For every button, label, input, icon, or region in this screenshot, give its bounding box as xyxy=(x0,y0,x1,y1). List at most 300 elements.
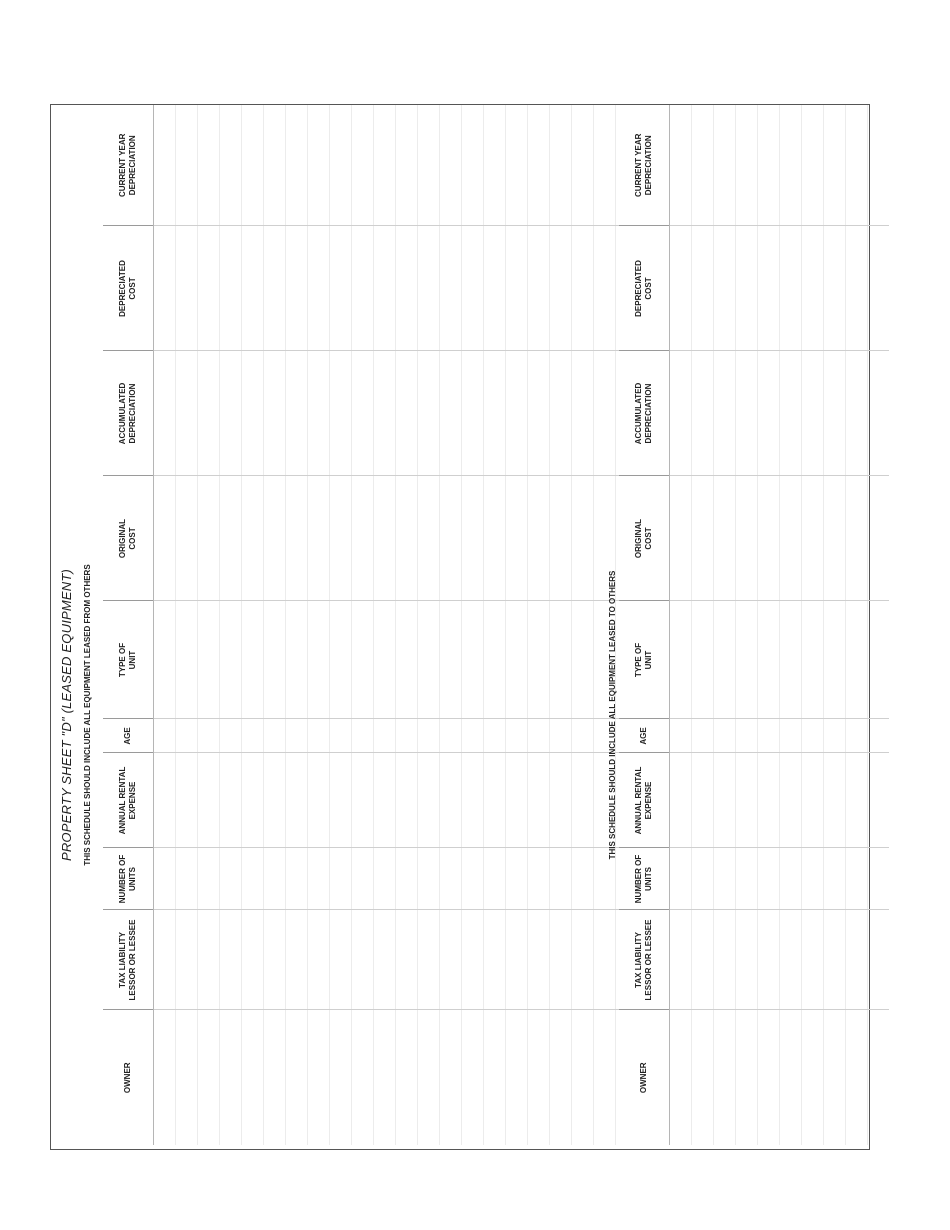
blank-entry-cell[interactable] xyxy=(462,719,484,753)
blank-entry-cell[interactable] xyxy=(418,105,440,226)
blank-entry-cell[interactable] xyxy=(374,719,396,753)
blank-entry-cell[interactable] xyxy=(308,601,330,719)
blank-entry-cell[interactable] xyxy=(594,105,616,226)
blank-entry-cell[interactable] xyxy=(154,719,176,753)
blank-entry-cell[interactable] xyxy=(758,753,780,848)
blank-entry-cell[interactable] xyxy=(670,601,692,719)
blank-entry-cell[interactable] xyxy=(868,848,890,910)
blank-entry-cell[interactable] xyxy=(572,226,594,351)
blank-entry-cell[interactable] xyxy=(572,719,594,753)
blank-entry-cell[interactable] xyxy=(506,601,528,719)
blank-entry-cell[interactable] xyxy=(462,226,484,351)
blank-entry-cell[interactable] xyxy=(758,476,780,601)
blank-entry-cell[interactable] xyxy=(802,351,824,476)
blank-entry-cell[interactable] xyxy=(462,753,484,848)
blank-entry-cell[interactable] xyxy=(758,351,780,476)
blank-entry-cell[interactable] xyxy=(198,226,220,351)
blank-entry-cell[interactable] xyxy=(550,476,572,601)
blank-entry-cell[interactable] xyxy=(802,476,824,601)
blank-entry-cell[interactable] xyxy=(692,753,714,848)
blank-entry-cell[interactable] xyxy=(868,226,890,351)
blank-entry-cell[interactable] xyxy=(572,351,594,476)
blank-entry-cell[interactable] xyxy=(868,753,890,848)
blank-entry-cell[interactable] xyxy=(440,753,462,848)
blank-entry-cell[interactable] xyxy=(528,910,550,1010)
blank-entry-cell[interactable] xyxy=(484,1010,506,1145)
blank-entry-cell[interactable] xyxy=(736,226,758,351)
blank-entry-cell[interactable] xyxy=(846,601,868,719)
blank-entry-cell[interactable] xyxy=(418,601,440,719)
blank-entry-cell[interactable] xyxy=(550,753,572,848)
blank-entry-cell[interactable] xyxy=(396,719,418,753)
blank-entry-cell[interactable] xyxy=(736,719,758,753)
blank-entry-cell[interactable] xyxy=(176,601,198,719)
blank-entry-cell[interactable] xyxy=(308,476,330,601)
blank-entry-cell[interactable] xyxy=(506,910,528,1010)
blank-entry-cell[interactable] xyxy=(550,910,572,1010)
blank-entry-cell[interactable] xyxy=(824,1010,846,1145)
blank-entry-cell[interactable] xyxy=(484,848,506,910)
blank-entry-cell[interactable] xyxy=(330,476,352,601)
blank-entry-cell[interactable] xyxy=(286,719,308,753)
blank-entry-cell[interactable] xyxy=(352,910,374,1010)
blank-entry-cell[interactable] xyxy=(220,105,242,226)
blank-entry-cell[interactable] xyxy=(528,476,550,601)
blank-entry-cell[interactable] xyxy=(736,910,758,1010)
blank-entry-cell[interactable] xyxy=(220,753,242,848)
blank-entry-cell[interactable] xyxy=(352,601,374,719)
blank-entry-cell[interactable] xyxy=(286,848,308,910)
blank-entry-cell[interactable] xyxy=(242,601,264,719)
blank-entry-cell[interactable] xyxy=(824,105,846,226)
blank-entry-cell[interactable] xyxy=(220,476,242,601)
blank-entry-cell[interactable] xyxy=(780,601,802,719)
blank-entry-cell[interactable] xyxy=(154,476,176,601)
blank-entry-cell[interactable] xyxy=(484,226,506,351)
blank-entry-cell[interactable] xyxy=(242,105,264,226)
blank-entry-cell[interactable] xyxy=(396,753,418,848)
blank-entry-cell[interactable] xyxy=(484,476,506,601)
blank-entry-cell[interactable] xyxy=(670,1010,692,1145)
blank-entry-cell[interactable] xyxy=(440,910,462,1010)
blank-entry-cell[interactable] xyxy=(484,105,506,226)
blank-entry-cell[interactable] xyxy=(692,601,714,719)
blank-entry-cell[interactable] xyxy=(242,351,264,476)
blank-entry-cell[interactable] xyxy=(352,351,374,476)
blank-entry-cell[interactable] xyxy=(154,226,176,351)
blank-entry-cell[interactable] xyxy=(374,910,396,1010)
blank-entry-cell[interactable] xyxy=(242,719,264,753)
blank-entry-cell[interactable] xyxy=(330,226,352,351)
blank-entry-cell[interactable] xyxy=(528,848,550,910)
blank-entry-cell[interactable] xyxy=(286,351,308,476)
blank-entry-cell[interactable] xyxy=(462,476,484,601)
blank-entry-cell[interactable] xyxy=(846,226,868,351)
blank-entry-cell[interactable] xyxy=(528,719,550,753)
blank-entry-cell[interactable] xyxy=(154,753,176,848)
blank-entry-cell[interactable] xyxy=(264,848,286,910)
blank-entry-cell[interactable] xyxy=(670,476,692,601)
blank-entry-cell[interactable] xyxy=(396,105,418,226)
blank-entry-cell[interactable] xyxy=(220,351,242,476)
blank-entry-cell[interactable] xyxy=(484,910,506,1010)
blank-entry-cell[interactable] xyxy=(418,351,440,476)
blank-entry-cell[interactable] xyxy=(572,848,594,910)
blank-entry-cell[interactable] xyxy=(802,601,824,719)
blank-entry-cell[interactable] xyxy=(198,351,220,476)
blank-entry-cell[interactable] xyxy=(176,910,198,1010)
blank-entry-cell[interactable] xyxy=(418,910,440,1010)
blank-entry-cell[interactable] xyxy=(714,351,736,476)
blank-entry-cell[interactable] xyxy=(440,351,462,476)
blank-entry-cell[interactable] xyxy=(330,351,352,476)
blank-entry-cell[interactable] xyxy=(868,719,890,753)
blank-entry-cell[interactable] xyxy=(396,351,418,476)
blank-entry-cell[interactable] xyxy=(374,848,396,910)
blank-entry-cell[interactable] xyxy=(286,476,308,601)
blank-entry-cell[interactable] xyxy=(462,601,484,719)
blank-entry-cell[interactable] xyxy=(692,226,714,351)
blank-entry-cell[interactable] xyxy=(308,848,330,910)
blank-entry-cell[interactable] xyxy=(330,601,352,719)
blank-entry-cell[interactable] xyxy=(824,226,846,351)
blank-entry-cell[interactable] xyxy=(692,1010,714,1145)
blank-entry-cell[interactable] xyxy=(670,105,692,226)
blank-entry-cell[interactable] xyxy=(418,1010,440,1145)
blank-entry-cell[interactable] xyxy=(242,1010,264,1145)
blank-entry-cell[interactable] xyxy=(418,753,440,848)
blank-entry-cell[interactable] xyxy=(286,910,308,1010)
blank-entry-cell[interactable] xyxy=(308,719,330,753)
blank-entry-cell[interactable] xyxy=(824,753,846,848)
blank-entry-cell[interactable] xyxy=(550,105,572,226)
blank-entry-cell[interactable] xyxy=(154,910,176,1010)
blank-entry-cell[interactable] xyxy=(692,351,714,476)
blank-entry-cell[interactable] xyxy=(868,601,890,719)
blank-entry-cell[interactable] xyxy=(780,226,802,351)
blank-entry-cell[interactable] xyxy=(220,226,242,351)
blank-entry-cell[interactable] xyxy=(330,753,352,848)
blank-entry-cell[interactable] xyxy=(176,226,198,351)
blank-entry-cell[interactable] xyxy=(330,910,352,1010)
blank-entry-cell[interactable] xyxy=(374,1010,396,1145)
blank-entry-cell[interactable] xyxy=(396,910,418,1010)
blank-entry-cell[interactable] xyxy=(780,719,802,753)
blank-entry-cell[interactable] xyxy=(506,1010,528,1145)
blank-entry-cell[interactable] xyxy=(550,848,572,910)
blank-entry-cell[interactable] xyxy=(780,105,802,226)
blank-entry-cell[interactable] xyxy=(308,910,330,1010)
blank-entry-cell[interactable] xyxy=(868,105,890,226)
blank-entry-cell[interactable] xyxy=(374,105,396,226)
blank-entry-cell[interactable] xyxy=(198,105,220,226)
blank-entry-cell[interactable] xyxy=(396,1010,418,1145)
blank-entry-cell[interactable] xyxy=(528,601,550,719)
blank-entry-cell[interactable] xyxy=(396,848,418,910)
blank-entry-cell[interactable] xyxy=(352,1010,374,1145)
blank-entry-cell[interactable] xyxy=(528,226,550,351)
blank-entry-cell[interactable] xyxy=(736,351,758,476)
blank-entry-cell[interactable] xyxy=(736,105,758,226)
blank-entry-cell[interactable] xyxy=(264,753,286,848)
blank-entry-cell[interactable] xyxy=(198,753,220,848)
blank-entry-cell[interactable] xyxy=(824,601,846,719)
blank-entry-cell[interactable] xyxy=(714,105,736,226)
blank-entry-cell[interactable] xyxy=(824,476,846,601)
blank-entry-cell[interactable] xyxy=(396,476,418,601)
blank-entry-cell[interactable] xyxy=(780,476,802,601)
blank-entry-cell[interactable] xyxy=(780,351,802,476)
blank-entry-cell[interactable] xyxy=(418,719,440,753)
blank-entry-cell[interactable] xyxy=(692,910,714,1010)
blank-entry-cell[interactable] xyxy=(528,105,550,226)
blank-entry-cell[interactable] xyxy=(714,601,736,719)
blank-entry-cell[interactable] xyxy=(374,753,396,848)
blank-entry-cell[interactable] xyxy=(802,753,824,848)
blank-entry-cell[interactable] xyxy=(846,351,868,476)
blank-entry-cell[interactable] xyxy=(286,105,308,226)
blank-entry-cell[interactable] xyxy=(550,351,572,476)
blank-entry-cell[interactable] xyxy=(264,351,286,476)
blank-entry-cell[interactable] xyxy=(692,719,714,753)
blank-entry-cell[interactable] xyxy=(714,910,736,1010)
blank-entry-cell[interactable] xyxy=(528,351,550,476)
blank-entry-cell[interactable] xyxy=(802,910,824,1010)
blank-entry-cell[interactable] xyxy=(550,1010,572,1145)
blank-entry-cell[interactable] xyxy=(330,105,352,226)
blank-entry-cell[interactable] xyxy=(572,476,594,601)
blank-entry-cell[interactable] xyxy=(670,910,692,1010)
blank-entry-cell[interactable] xyxy=(846,105,868,226)
blank-entry-cell[interactable] xyxy=(352,719,374,753)
blank-entry-cell[interactable] xyxy=(264,910,286,1010)
blank-entry-cell[interactable] xyxy=(802,719,824,753)
blank-entry-cell[interactable] xyxy=(758,105,780,226)
blank-entry-cell[interactable] xyxy=(440,105,462,226)
blank-entry-cell[interactable] xyxy=(506,351,528,476)
blank-entry-cell[interactable] xyxy=(330,719,352,753)
blank-entry-cell[interactable] xyxy=(736,601,758,719)
blank-entry-cell[interactable] xyxy=(714,753,736,848)
blank-entry-cell[interactable] xyxy=(176,719,198,753)
blank-entry-cell[interactable] xyxy=(242,476,264,601)
blank-entry-cell[interactable] xyxy=(198,1010,220,1145)
blank-entry-cell[interactable] xyxy=(242,910,264,1010)
blank-entry-cell[interactable] xyxy=(264,476,286,601)
blank-entry-cell[interactable] xyxy=(264,226,286,351)
blank-entry-cell[interactable] xyxy=(462,1010,484,1145)
blank-entry-cell[interactable] xyxy=(780,1010,802,1145)
blank-entry-cell[interactable] xyxy=(670,351,692,476)
blank-entry-cell[interactable] xyxy=(670,226,692,351)
blank-entry-cell[interactable] xyxy=(440,226,462,351)
blank-entry-cell[interactable] xyxy=(396,601,418,719)
blank-entry-cell[interactable] xyxy=(692,105,714,226)
blank-entry-cell[interactable] xyxy=(550,719,572,753)
blank-entry-cell[interactable] xyxy=(286,753,308,848)
blank-entry-cell[interactable] xyxy=(286,226,308,351)
blank-entry-cell[interactable] xyxy=(528,1010,550,1145)
blank-entry-cell[interactable] xyxy=(714,226,736,351)
blank-entry-cell[interactable] xyxy=(780,753,802,848)
blank-entry-cell[interactable] xyxy=(692,848,714,910)
blank-entry-cell[interactable] xyxy=(176,351,198,476)
blank-entry-cell[interactable] xyxy=(352,105,374,226)
blank-entry-cell[interactable] xyxy=(330,1010,352,1145)
blank-entry-cell[interactable] xyxy=(506,226,528,351)
blank-entry-cell[interactable] xyxy=(484,351,506,476)
blank-entry-cell[interactable] xyxy=(220,601,242,719)
blank-entry-cell[interactable] xyxy=(418,226,440,351)
blank-entry-cell[interactable] xyxy=(846,848,868,910)
blank-entry-cell[interactable] xyxy=(736,848,758,910)
blank-entry-cell[interactable] xyxy=(330,848,352,910)
blank-entry-cell[interactable] xyxy=(758,1010,780,1145)
blank-entry-cell[interactable] xyxy=(670,719,692,753)
blank-entry-cell[interactable] xyxy=(506,105,528,226)
blank-entry-cell[interactable] xyxy=(506,848,528,910)
blank-entry-cell[interactable] xyxy=(780,848,802,910)
blank-entry-cell[interactable] xyxy=(286,1010,308,1145)
blank-entry-cell[interactable] xyxy=(176,1010,198,1145)
blank-entry-cell[interactable] xyxy=(736,476,758,601)
blank-entry-cell[interactable] xyxy=(528,753,550,848)
blank-entry-cell[interactable] xyxy=(264,601,286,719)
blank-entry-cell[interactable] xyxy=(484,719,506,753)
blank-entry-cell[interactable] xyxy=(440,848,462,910)
blank-entry-cell[interactable] xyxy=(154,351,176,476)
blank-entry-cell[interactable] xyxy=(736,1010,758,1145)
blank-entry-cell[interactable] xyxy=(714,476,736,601)
blank-entry-cell[interactable] xyxy=(374,476,396,601)
blank-entry-cell[interactable] xyxy=(714,1010,736,1145)
blank-entry-cell[interactable] xyxy=(154,601,176,719)
blank-entry-cell[interactable] xyxy=(506,753,528,848)
blank-entry-cell[interactable] xyxy=(352,226,374,351)
blank-entry-cell[interactable] xyxy=(802,226,824,351)
blank-entry-cell[interactable] xyxy=(440,601,462,719)
blank-entry-cell[interactable] xyxy=(758,910,780,1010)
blank-entry-cell[interactable] xyxy=(550,226,572,351)
blank-entry-cell[interactable] xyxy=(670,753,692,848)
blank-entry-cell[interactable] xyxy=(418,476,440,601)
blank-entry-cell[interactable] xyxy=(176,476,198,601)
blank-entry-cell[interactable] xyxy=(758,226,780,351)
blank-entry-cell[interactable] xyxy=(802,848,824,910)
blank-entry-cell[interactable] xyxy=(154,848,176,910)
blank-entry-cell[interactable] xyxy=(550,601,572,719)
blank-entry-cell[interactable] xyxy=(440,476,462,601)
blank-entry-cell[interactable] xyxy=(714,719,736,753)
blank-entry-cell[interactable] xyxy=(462,848,484,910)
blank-entry-cell[interactable] xyxy=(572,910,594,1010)
blank-entry-cell[interactable] xyxy=(418,848,440,910)
blank-entry-cell[interactable] xyxy=(220,1010,242,1145)
blank-entry-cell[interactable] xyxy=(572,1010,594,1145)
blank-entry-cell[interactable] xyxy=(308,105,330,226)
blank-entry-cell[interactable] xyxy=(242,226,264,351)
blank-entry-cell[interactable] xyxy=(352,753,374,848)
blank-entry-cell[interactable] xyxy=(352,476,374,601)
blank-entry-cell[interactable] xyxy=(572,753,594,848)
blank-entry-cell[interactable] xyxy=(484,601,506,719)
blank-entry-cell[interactable] xyxy=(824,719,846,753)
blank-entry-cell[interactable] xyxy=(264,719,286,753)
blank-entry-cell[interactable] xyxy=(308,226,330,351)
blank-entry-cell[interactable] xyxy=(692,476,714,601)
blank-entry-cell[interactable] xyxy=(462,910,484,1010)
blank-entry-cell[interactable] xyxy=(198,476,220,601)
blank-entry-cell[interactable] xyxy=(506,476,528,601)
blank-entry-cell[interactable] xyxy=(220,719,242,753)
blank-entry-cell[interactable] xyxy=(198,601,220,719)
blank-entry-cell[interactable] xyxy=(198,719,220,753)
blank-entry-cell[interactable] xyxy=(714,848,736,910)
blank-entry-cell[interactable] xyxy=(758,719,780,753)
blank-entry-cell[interactable] xyxy=(802,105,824,226)
blank-entry-cell[interactable] xyxy=(176,848,198,910)
blank-entry-cell[interactable] xyxy=(176,753,198,848)
blank-entry-cell[interactable] xyxy=(308,351,330,476)
blank-entry-cell[interactable] xyxy=(286,601,308,719)
blank-entry-cell[interactable] xyxy=(374,351,396,476)
blank-entry-cell[interactable] xyxy=(780,910,802,1010)
blank-entry-cell[interactable] xyxy=(846,1010,868,1145)
blank-entry-cell[interactable] xyxy=(846,719,868,753)
blank-entry-cell[interactable] xyxy=(868,1010,890,1145)
blank-entry-cell[interactable] xyxy=(374,226,396,351)
blank-entry-cell[interactable] xyxy=(242,753,264,848)
blank-entry-cell[interactable] xyxy=(484,753,506,848)
blank-entry-cell[interactable] xyxy=(868,910,890,1010)
blank-entry-cell[interactable] xyxy=(264,1010,286,1145)
blank-entry-cell[interactable] xyxy=(264,105,286,226)
blank-entry-cell[interactable] xyxy=(824,910,846,1010)
blank-entry-cell[interactable] xyxy=(868,476,890,601)
blank-entry-cell[interactable] xyxy=(802,1010,824,1145)
blank-entry-cell[interactable] xyxy=(220,848,242,910)
blank-entry-cell[interactable] xyxy=(462,351,484,476)
blank-entry-cell[interactable] xyxy=(396,226,418,351)
blank-entry-cell[interactable] xyxy=(374,601,396,719)
blank-entry-cell[interactable] xyxy=(824,351,846,476)
blank-entry-cell[interactable] xyxy=(352,848,374,910)
blank-entry-cell[interactable] xyxy=(440,719,462,753)
blank-entry-cell[interactable] xyxy=(154,1010,176,1145)
blank-entry-cell[interactable] xyxy=(758,601,780,719)
blank-entry-cell[interactable] xyxy=(242,848,264,910)
blank-entry-cell[interactable] xyxy=(572,601,594,719)
blank-entry-cell[interactable] xyxy=(198,910,220,1010)
blank-entry-cell[interactable] xyxy=(176,105,198,226)
blank-entry-cell[interactable] xyxy=(440,1010,462,1145)
blank-entry-cell[interactable] xyxy=(506,719,528,753)
blank-entry-cell[interactable] xyxy=(670,848,692,910)
blank-entry-cell[interactable] xyxy=(758,848,780,910)
blank-entry-cell[interactable] xyxy=(846,753,868,848)
blank-entry-cell[interactable] xyxy=(308,753,330,848)
blank-entry-cell[interactable] xyxy=(572,105,594,226)
blank-entry-cell[interactable] xyxy=(198,848,220,910)
blank-entry-cell[interactable] xyxy=(824,848,846,910)
blank-entry-cell[interactable] xyxy=(736,753,758,848)
blank-entry-cell[interactable] xyxy=(308,1010,330,1145)
blank-entry-cell[interactable] xyxy=(846,910,868,1010)
blank-entry-cell[interactable] xyxy=(220,910,242,1010)
blank-entry-cell[interactable] xyxy=(462,105,484,226)
blank-entry-cell[interactable] xyxy=(846,476,868,601)
blank-entry-cell[interactable] xyxy=(868,351,890,476)
